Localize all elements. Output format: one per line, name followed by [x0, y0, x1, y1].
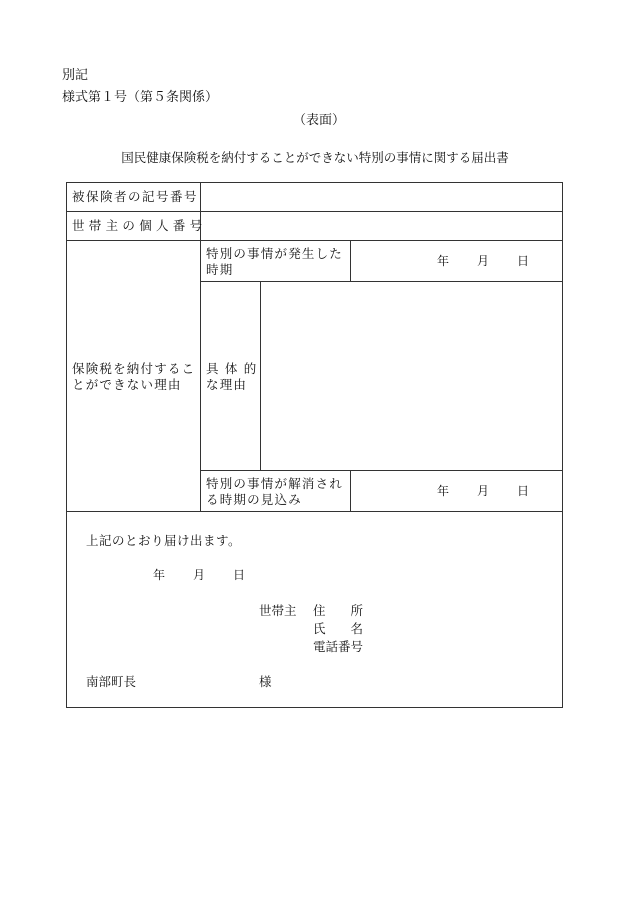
resolution-label-line1: 特別の事情が解消され	[206, 476, 344, 491]
declaration-month-unit: 月	[193, 568, 206, 582]
specific-reason-label-line1: 具 体 的	[206, 361, 258, 376]
household-head-number-field[interactable]	[206, 218, 556, 236]
phone-label: 電話番号	[313, 639, 364, 654]
insured-number-label: 被保険者の記号番号	[72, 189, 199, 204]
occurrence-label-line1: 特別の事情が発生した	[206, 246, 344, 261]
resolution-month-unit: 月	[477, 484, 490, 498]
household-head-number-label: 世帯主の個人番号	[72, 218, 207, 233]
occurrence-year-unit: 年	[437, 254, 450, 268]
addressee: 南部町長	[86, 674, 137, 689]
name-label: 氏 名	[313, 621, 364, 636]
form-number: 様式第１号（第５条関係）	[62, 90, 219, 105]
resolution-day-unit: 日	[517, 484, 530, 498]
specific-reason-label-line2: な理由	[206, 377, 248, 392]
occurrence-label-line2: 時期	[206, 262, 234, 277]
reason-group-label-line2: とができない理由	[72, 377, 182, 392]
resolution-date-field[interactable]	[351, 471, 562, 511]
occurrence-day-unit: 日	[517, 254, 530, 268]
declaration-year-unit: 年	[153, 568, 166, 582]
resolution-label-line2: る時期の見込み	[206, 492, 302, 507]
page-title: 国民健康保険税を納付することができない特別の事情に関する届出書	[121, 150, 509, 165]
honorific: 様	[259, 674, 272, 689]
resolution-year-unit: 年	[437, 484, 450, 498]
occurrence-month-unit: 月	[477, 254, 490, 268]
reason-group-label-line1: 保険税を納付するこ	[72, 361, 196, 376]
side-label: （表面）	[293, 113, 346, 128]
address-label: 住 所	[313, 603, 364, 618]
declaration-date-field[interactable]	[140, 565, 260, 585]
household-head-label: 世帯主	[259, 603, 297, 618]
insured-number-field[interactable]	[206, 189, 556, 207]
attachment-label: 別記	[62, 68, 89, 83]
declaration-day-unit: 日	[233, 568, 246, 582]
declaration-statement: 上記のとおり届け出ます。	[86, 533, 242, 548]
specific-reason-field[interactable]	[266, 288, 556, 464]
occurrence-date-field[interactable]	[351, 241, 562, 281]
